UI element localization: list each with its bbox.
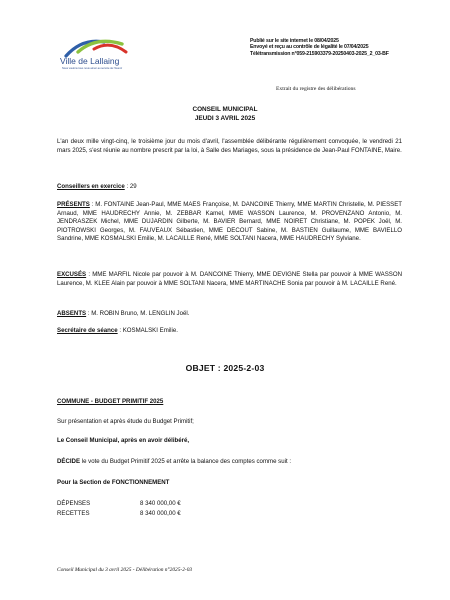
transmission-stamp <box>250 38 389 57</box>
row-label: RECETTES <box>57 510 90 517</box>
conseil-paragraph: Le Conseil Municipal, après en avoir délibéré, <box>57 437 190 444</box>
absents-text: : M. ROBIN Bruno, M. LENGLIN Joël. <box>86 310 190 317</box>
stamp-published: Publié sur le site internet le 08/04/2025 <box>250 38 339 44</box>
row-value: 8 340 000,00 € <box>140 510 181 517</box>
conseillers-line <box>57 183 402 192</box>
section-fonctionnement: Pour la Section de FONCTIONNEMENT <box>57 479 170 486</box>
budget-row-recettes <box>57 510 181 519</box>
logo-arcs-icon <box>64 34 128 58</box>
budget-row-depenses <box>57 500 181 509</box>
council-title: CONSEIL MUNICIPAL <box>192 106 258 113</box>
council-date: JEUDI 3 AVRIL 2025 <box>194 115 256 122</box>
secretaire-line <box>57 327 402 336</box>
decide-paragraph <box>57 458 402 467</box>
stamp-reference: Télétransmission n°059-215903379-20250403-2025_2_03-BF <box>250 50 389 57</box>
decide-text: le vote du Budget Primitif 2025 et arrête la balance des comptes comme suit : <box>80 458 292 465</box>
absents-line <box>57 310 402 319</box>
secretaire-text: : KOSMALSKI Emilie. <box>117 327 178 334</box>
section-heading: COMMUNE - BUDGET PRIMITIF 2025 <box>57 398 164 405</box>
row-label: DÉPENSES <box>57 500 91 507</box>
presentation-paragraph: Sur présentation et après étude du Budget Primitif; <box>57 418 194 425</box>
row-value: 8 340 000,00 € <box>140 500 181 507</box>
objet-title: OBJET : 2025-2-03 <box>185 363 265 373</box>
conseillers-label: Conseillers en exercice <box>57 183 125 190</box>
excuses-text: : MME MARFIL Nicole par pouvoir à M. DANCOINE Thierry, MME DEVIGNE Stella par pouvoir à MME WASSON Laurence, M. KLEE Alain par pouvoir à MME SOLTANI Nacera, MME MARTINACHE Sonia par pouvoir à M. LACAILLE René. <box>57 271 402 287</box>
stamp-received: Envoyé et reçu au contrôle de légalité le 07/04/2025 <box>250 44 369 51</box>
logo-tagline: Nous voulons tous nous aimer au service de l'Avenir <box>62 67 123 70</box>
excuses-label: EXCUSÉS <box>57 271 87 278</box>
logo-name: Ville de Lallaing <box>60 56 120 66</box>
excuses-paragraph <box>57 271 402 288</box>
city-logo <box>56 34 146 84</box>
decide-label: DÉCIDE <box>57 458 81 465</box>
secretaire-label: Secrétaire de séance <box>57 327 118 334</box>
register-extract: Extrait du registre des délibérations <box>276 86 356 92</box>
page-footer: Conseil Municipal du 3 avril 2025 - Délibération n°2025-2-03 <box>57 567 193 573</box>
presents-label: PRÉSENTS <box>57 201 90 208</box>
section-heading-line <box>57 398 402 407</box>
absents-label: ABSENTS <box>57 310 87 317</box>
conseillers-value: : 29 <box>124 183 137 190</box>
presents-text: : M. FONTAINE Jean-Paul, MME MAES Françoise, M. DANCOINE Thierry, MME MARTIN Christelle, M. PIESSET Arnaud, MME HAUDRECHY Annie, M. ZEBBAR Kamel, MME WASSON Laurence, M. PROVENZANO Antonio, M. JENDRASZEK Michel, MME DUJARDIN Gilberte, M. BAVIER Bernard, MME NOIRET Christiane, M. POPEK Joël, M. PIOTROWSKI Georges, M. FAUVEAUX Sébastien, MME DECOUT Sabine, M. BASTIEN Guillaume, MME BAVIELLO Sandrine, MME KOSMALSKI Emilie, M. LACAILLE René, MME SOLTANI Nacera, MME HAUDRECHY Sylviane. <box>57 201 402 243</box>
presents-paragraph <box>57 201 402 244</box>
intro-paragraph: L'an deux mille vingt-cinq, le troisième jour du mois d'avril, l'assemblée délibérante régulièrement convoquée, le vendredi 21 mars 2025, s'est réunie au nombre prescrit par la loi, à Salle des Mariages, sous la présidence de Jean-Paul FONTAINE, Maire. <box>57 138 402 154</box>
